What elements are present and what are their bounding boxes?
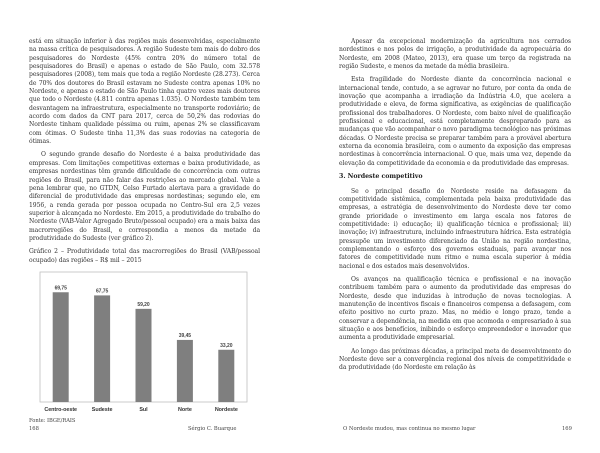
chart-svg [29,270,260,416]
data-label: 33,20 [220,342,233,349]
page-number-left: 168 [29,426,39,432]
paragraph: Se o principal desafio do Nordeste reside na defasagem da competitividade sistêmica, complementada pela baixa produtividade das empresas, a estratégia de desenvolvimento do Nordeste deve ter como grande prioridade o investimento em larga escala nos fatores de competitividade: i) educação; ii) qualificação técnica e profissional; iii) inovação; iv) infraestrutura, incluindo infraestrutura hídrica. Esta estratégia pressupõe um investimento diferenciado da União na região nordestina, complementando o esforço dos governos estaduais, para avançar nos fatores de competitividade num ritmo e numa escala superior à média nacional e dos estados mais desenvolvidos. [339,187,571,270]
bar-nordeste [218,350,234,402]
author-footer: Sérgio C. Buarque [188,426,237,432]
bar-sudeste [94,295,110,402]
category-label: Sul [139,406,148,413]
data-label: 69,75 [54,285,67,292]
category-label: Centro-oeste [44,406,78,413]
bar-chart [29,270,260,430]
right-column [339,38,571,378]
left-column [29,38,260,430]
category-label: Nordeste [214,406,238,413]
data-label: 39,45 [178,332,192,339]
bar-centro-oeste [53,292,69,402]
chart-source: Fonte: IBGE/RAIS [29,417,76,424]
running-title-footer: O Nordeste mudou, mas continua no mesmo lugar [343,426,476,432]
paragraph: Esta fragilidade do Nordeste diante da concorrência nacional e internacional tende, contudo, a se agravar no futuro, por conta da onda de inovação que acompanha a irradiação da Indústria 4.0, que acelera a produtividade e eleva, de forma significativa, as exigências de qualificação profissional dos trabalhadores. O Nordeste, com baixo nível de qualificação profissional e educacional, está completamente despreparado para as mudanças que vão acompanhar o novo paradigma tecnológico nas próximas décadas. O Nordeste precisa se preparar também para a provável abertura externa da economia brasileira, com o aumento da exposição das empresas nordestinas à concorrência internacional. O que, mais uma vez, depende da elevação da competitividade da economia e da produtividade das empresas. [339,76,571,167]
right-page [300,0,600,453]
paragraph: O segundo grande desafio do Nordeste é a baixa produtividade das empresas. Com limitações competitivas externas e baixa produtividade, as empresas nordestinas têm grande dificuldade de concorrência com outras regiões do Brasil, para não falar das restrições ao mercado global. Vale a pena lembrar que, no GTDN, Celso Furtado alertava para a gravidade do diferencial de produtividade das empresas nordestinas; segundo ele, em 1956, a renda gerada por pessoa ocupada no Centro-Sul era 2,5 vezes superior à alcançada no Nordeste. Em 2015, a produtividade do trabalho do Nordeste (VAB-Valor Agregado Bruto/pessoal ocupado) era a mais baixa das macrorregiões do Brasil, e correspondia a menos da metade da produtividade do Sudeste (ver gráfico 2). [29,151,260,242]
bar-sul [136,309,152,402]
paragraph: está em situação inferior à das regiões mais desenvolvidas, especialmente na massa crítica de pesquisadores. A região Sudeste tem mais do dobro dos pesquisadores do Nordeste (45% contra 20% do número total de pesquisadores do Brasil) e apenas o estado de São Paulo, com 32.578 pesquisadores (2008), tem mais que toda a região Nordeste (28.273). Cerca de 70% dos doutores do Brasil estavam no Sudeste contra apenas 10% no Nordeste, e apenas o estado de São Paulo tinha quatro vezes mais doutores que todo o Nordeste (4.811 contra apenas 1.035). O Nordeste também tem desvantagem na infraestrutura, especialmente no transporte rodoviário; de acordo com dados da CNT para 2017, cerca de 50,2% das rodovias do Nordeste tinham qualidade péssima ou ruim, apenas 2% se classificavam com ótimas. O Sudeste tinha 11,3% das suas rodovias na categoria de ótimas. [29,38,260,146]
data-label: 67,75 [95,288,109,295]
category-label: Sudeste [91,406,113,413]
paragraph: Apesar da excepcional modernização da agricultura nos cerrados nordestinos e nos polos de irrigação, a produtividade da agropecuária do Nordeste, em 2008 (Mateo, 2013), era quase um terço da registrada na região Sudeste, e menos da metade da média brasileira. [339,38,571,71]
chart-caption: Gráfico 2 – Produtividade total das macrorregiões do Brasil (VAB/pessoal ocupado) das regiões – R$ mil – 2015 [29,248,260,264]
data-label: 59,20 [137,301,150,308]
bar-norte [177,340,193,402]
paragraph: Os avanços na qualificação técnica e profissional e na inovação contribuem também para o aumento da produtividade das empresas do Nordeste, desde que induzidas à introdução de novas tecnologias. A manutenção de incentivos fiscais e financeiros compensa a defasagem, com efeito positivo no curto prazo. Mas, no médio e longo prazo, tende a conservar a dependência, na medida em que acomoda o empresariado à sua situação e aos benefícios, inibindo o esforço empreendedor e inovador que aumenta a produtividade empresarial. [339,275,571,342]
section-heading: 3. Nordeste competitivo [339,173,423,181]
paragraph: Ao longo das próximas décadas, a principal meta de desenvolvimento do Nordeste deve ser a convergência regional dos níveis de competitividade e da produtividade (do Nordeste em relação às [339,347,571,372]
category-label: Norte [177,406,192,413]
page-number-right: 169 [562,426,572,432]
